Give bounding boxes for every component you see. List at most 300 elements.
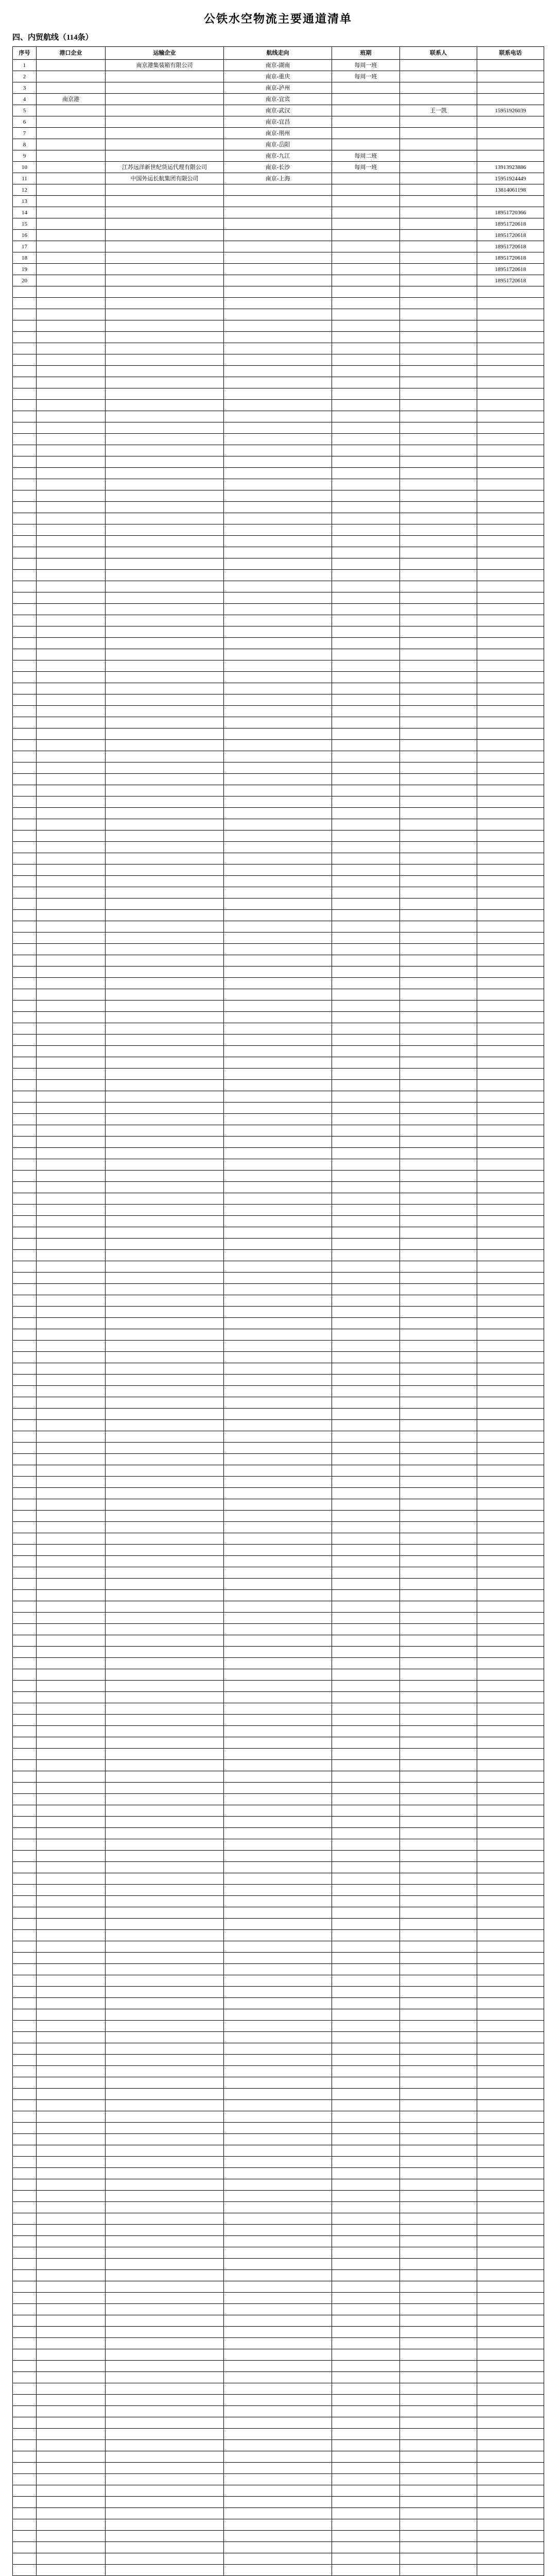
table-row <box>13 683 544 694</box>
cell-phone <box>477 1091 544 1103</box>
cell-route <box>224 1896 332 1907</box>
cell-company: 中国外运长航集团有限公司 <box>106 173 224 184</box>
cell-no <box>13 536 37 547</box>
cell-route <box>224 2123 332 2134</box>
cell-schedule <box>332 434 400 445</box>
cell-schedule <box>332 1329 400 1341</box>
cell-company <box>106 343 224 354</box>
cell-contact <box>400 774 477 785</box>
cell-schedule <box>332 139 400 150</box>
cell-port <box>37 2157 106 2168</box>
cell-port <box>37 2100 106 2111</box>
cell-contact <box>400 2134 477 2145</box>
cell-phone: 18951720618 <box>477 230 544 241</box>
table-row <box>13 82 544 94</box>
cell-contact <box>400 1851 477 1862</box>
table-row <box>13 1046 544 1057</box>
cell-contact <box>400 1522 477 1533</box>
cell-route <box>224 1488 332 1499</box>
cell-port <box>37 989 106 1001</box>
cell-port <box>37 320 106 332</box>
table-row <box>13 2213 544 2225</box>
cell-phone <box>477 1114 544 1125</box>
cell-phone <box>477 1046 544 1057</box>
cell-phone <box>477 604 544 615</box>
cell-route <box>224 2145 332 2157</box>
cell-route <box>224 422 332 434</box>
table-row <box>13 298 544 309</box>
cell-schedule <box>332 1057 400 1069</box>
cell-contact <box>400 570 477 581</box>
table-row <box>13 2531 544 2542</box>
cell-company <box>106 1023 224 1035</box>
cell-no <box>13 1556 37 1567</box>
cell-company <box>106 184 224 196</box>
cell-phone <box>477 910 544 921</box>
cell-route <box>224 1318 332 1329</box>
cell-no <box>13 842 37 853</box>
cell-route <box>224 241 332 252</box>
cell-schedule <box>332 865 400 876</box>
cell-port <box>37 2474 106 2485</box>
cell-route <box>224 2100 332 2111</box>
cell-contact <box>400 275 477 286</box>
cell-company <box>106 1103 224 1114</box>
cell-schedule <box>332 388 400 400</box>
table-row <box>13 1624 544 1635</box>
table-row <box>13 910 544 921</box>
cell-route <box>224 536 332 547</box>
cell-route <box>224 1669 332 1681</box>
cell-contact <box>400 1545 477 1556</box>
table-row <box>13 2417 544 2429</box>
table-row <box>13 2043 544 2055</box>
cell-route <box>224 479 332 490</box>
cell-schedule <box>332 2349 400 2361</box>
table-row <box>13 2440 544 2451</box>
cell-contact <box>400 2417 477 2429</box>
cell-phone <box>477 615 544 626</box>
table-row <box>13 252 544 264</box>
cell-no <box>13 2519 37 2531</box>
cell-schedule <box>332 1851 400 1862</box>
table-row <box>13 1386 544 1397</box>
cell-contact <box>400 2225 477 2236</box>
cell-no <box>13 1193 37 1205</box>
cell-port <box>37 1295 106 1307</box>
cell-no: 17 <box>13 241 37 252</box>
cell-port <box>37 2383 106 2395</box>
cell-company <box>106 2202 224 2213</box>
cell-schedule <box>332 1941 400 1953</box>
cell-contact <box>400 1454 477 1465</box>
cell-port <box>37 309 106 320</box>
cell-company <box>106 468 224 479</box>
cell-no <box>13 626 37 638</box>
table-row <box>13 456 544 468</box>
cell-port <box>37 683 106 694</box>
cell-schedule <box>332 2338 400 2349</box>
cell-route: 南京-岳阳 <box>224 139 332 150</box>
cell-no <box>13 1726 37 1737</box>
cell-contact <box>400 1409 477 1420</box>
table-row <box>13 865 544 876</box>
table-row <box>13 2179 544 2191</box>
cell-schedule <box>332 683 400 694</box>
cell-port <box>37 2361 106 2372</box>
cell-port <box>37 1443 106 1454</box>
cell-schedule <box>332 2259 400 2270</box>
cell-route <box>224 2463 332 2474</box>
cell-phone <box>477 762 544 774</box>
cell-company <box>106 207 224 218</box>
cell-schedule <box>332 1454 400 1465</box>
cell-no <box>13 547 37 558</box>
cell-no <box>13 638 37 649</box>
cell-route <box>224 660 332 672</box>
cell-contact <box>400 2077 477 2089</box>
cell-port <box>37 2247 106 2259</box>
cell-port <box>37 173 106 184</box>
cell-contact <box>400 2055 477 2066</box>
cell-phone: 15951924449 <box>477 173 544 184</box>
cell-route <box>224 728 332 740</box>
cell-contact <box>400 955 477 967</box>
cell-route <box>224 1091 332 1103</box>
cell-route <box>224 1386 332 1397</box>
cell-phone <box>477 2565 544 2576</box>
cell-no: 18 <box>13 252 37 264</box>
cell-company <box>106 1907 224 1919</box>
cell-schedule <box>332 933 400 944</box>
cell-schedule <box>332 853 400 865</box>
cell-company <box>106 1726 224 1737</box>
cell-port <box>37 2338 106 2349</box>
cell-company <box>106 1862 224 1873</box>
cell-no <box>13 2531 37 2542</box>
cell-phone <box>477 366 544 377</box>
cell-no <box>13 2202 37 2213</box>
cell-no <box>13 1579 37 1590</box>
cell-no <box>13 762 37 774</box>
table-row <box>13 638 544 649</box>
cell-schedule <box>332 2100 400 2111</box>
cell-company <box>106 150 224 162</box>
cell-route <box>224 570 332 581</box>
cell-port <box>37 944 106 955</box>
cell-no <box>13 1647 37 1658</box>
cell-port <box>37 2293 106 2304</box>
cell-phone <box>477 1148 544 1159</box>
cell-company <box>106 978 224 989</box>
cell-port <box>37 1352 106 1363</box>
cell-company <box>106 1771 224 1783</box>
cell-contact <box>400 831 477 842</box>
table-row <box>13 1783 544 1794</box>
cell-company <box>106 2542 224 2553</box>
cell-schedule <box>332 2485 400 2497</box>
cell-port <box>37 434 106 445</box>
cell-phone <box>477 1397 544 1409</box>
cell-port <box>37 1239 106 1250</box>
cell-route <box>224 1250 332 1261</box>
cell-schedule <box>332 1227 400 1239</box>
cell-phone <box>477 2066 544 2077</box>
header-route: 航线走向 <box>224 47 332 60</box>
cell-route <box>224 1273 332 1284</box>
cell-phone <box>477 2281 544 2293</box>
table-row <box>13 1125 544 1137</box>
cell-port <box>37 910 106 921</box>
table-row <box>13 2395 544 2406</box>
cell-schedule <box>332 2021 400 2032</box>
cell-route <box>224 1159 332 1171</box>
cell-route <box>224 524 332 536</box>
cell-port <box>37 1635 106 1647</box>
cell-route <box>224 2406 332 2417</box>
cell-port <box>37 2111 106 2123</box>
cell-schedule <box>332 2043 400 2055</box>
cell-no <box>13 1091 37 1103</box>
table-row <box>13 1057 544 1069</box>
cell-no: 14 <box>13 207 37 218</box>
cell-contact <box>400 1862 477 1873</box>
cell-contact <box>400 1726 477 1737</box>
cell-company <box>106 1579 224 1590</box>
cell-port <box>37 819 106 831</box>
cell-port <box>37 921 106 933</box>
cell-phone <box>477 1590 544 1601</box>
cell-schedule <box>332 309 400 320</box>
cell-phone <box>477 967 544 978</box>
cell-company <box>106 944 224 955</box>
cell-phone <box>477 71 544 82</box>
cell-contact <box>400 1828 477 1839</box>
cell-schedule <box>332 1975 400 1987</box>
cell-contact <box>400 581 477 592</box>
cell-company <box>106 1941 224 1953</box>
cell-port <box>37 2440 106 2451</box>
cell-schedule <box>332 128 400 139</box>
cell-route <box>224 2383 332 2395</box>
cell-contact <box>400 2100 477 2111</box>
cell-contact <box>400 1658 477 1669</box>
cell-company <box>106 2553 224 2565</box>
cell-port <box>37 831 106 842</box>
cell-port <box>37 1193 106 1205</box>
cell-contact <box>400 1817 477 1828</box>
cell-schedule <box>332 445 400 456</box>
cell-route <box>224 672 332 683</box>
cell-contact <box>400 128 477 139</box>
table-row <box>13 1318 544 1329</box>
cell-schedule <box>332 1919 400 1930</box>
cell-route <box>224 388 332 400</box>
cell-company <box>106 1635 224 1647</box>
cell-route <box>224 1341 332 1352</box>
cell-schedule <box>332 241 400 252</box>
cell-schedule <box>332 717 400 728</box>
table-row <box>13 116 544 128</box>
table-row <box>13 1669 544 1681</box>
cell-phone <box>477 1692 544 1703</box>
cell-port <box>37 468 106 479</box>
cell-company <box>106 1590 224 1601</box>
cell-route <box>224 2508 332 2519</box>
cell-contact <box>400 1579 477 1590</box>
cell-contact <box>400 2191 477 2202</box>
cell-phone <box>477 1012 544 1023</box>
cell-port <box>37 1488 106 1499</box>
cell-route <box>224 2259 332 2270</box>
cell-no <box>13 411 37 422</box>
cell-contact <box>400 1375 477 1386</box>
cell-phone <box>477 1193 544 1205</box>
cell-no <box>13 1375 37 1386</box>
cell-company <box>106 740 224 751</box>
cell-no <box>13 2157 37 2168</box>
cell-route: 南京-湖南 <box>224 60 332 71</box>
cell-port <box>37 2134 106 2145</box>
cell-no <box>13 343 37 354</box>
cell-port <box>37 1749 106 1760</box>
cell-contact <box>400 547 477 558</box>
cell-contact <box>400 1783 477 1794</box>
cell-company <box>106 366 224 377</box>
table-row <box>13 1443 544 1454</box>
cell-company <box>106 910 224 921</box>
table-row <box>13 762 544 774</box>
cell-company <box>106 513 224 524</box>
cell-no: 3 <box>13 82 37 94</box>
cell-route <box>224 1737 332 1749</box>
cell-contact <box>400 116 477 128</box>
cell-phone <box>477 1386 544 1397</box>
cell-company <box>106 411 224 422</box>
cell-phone <box>477 1828 544 1839</box>
cell-company <box>106 796 224 808</box>
cell-route <box>224 275 332 286</box>
cell-no <box>13 796 37 808</box>
table-row <box>13 434 544 445</box>
cell-route <box>224 2293 332 2304</box>
cell-contact <box>400 2270 477 2281</box>
cell-port <box>37 1567 106 1579</box>
cell-company <box>106 1431 224 1443</box>
cell-contact <box>400 1386 477 1397</box>
cell-contact <box>400 2009 477 2021</box>
cell-no <box>13 1817 37 1828</box>
cell-schedule <box>332 1137 400 1148</box>
table-row <box>13 1647 544 1658</box>
cell-port <box>37 2145 106 2157</box>
cell-route <box>224 899 332 910</box>
cell-company <box>106 831 224 842</box>
cell-schedule <box>332 899 400 910</box>
cell-schedule <box>332 1001 400 1012</box>
cell-phone <box>477 332 544 343</box>
cell-phone <box>477 1488 544 1499</box>
cell-no <box>13 1477 37 1488</box>
cell-port <box>37 1273 106 1284</box>
cell-port <box>37 570 106 581</box>
cell-schedule: 每周一班 <box>332 60 400 71</box>
table-row <box>13 490 544 502</box>
cell-contact <box>400 184 477 196</box>
cell-port <box>37 400 106 411</box>
table-row <box>13 1114 544 1125</box>
cell-route <box>224 1375 332 1386</box>
cell-route <box>224 808 332 819</box>
cell-route <box>224 1148 332 1159</box>
cell-company <box>106 1409 224 1420</box>
cell-contact <box>400 2485 477 2497</box>
cell-route <box>224 1987 332 1998</box>
cell-contact <box>400 1012 477 1023</box>
table-row <box>13 71 544 82</box>
cell-phone <box>477 196 544 207</box>
cell-port <box>37 1590 106 1601</box>
cell-contact <box>400 2236 477 2247</box>
cell-schedule <box>332 1522 400 1533</box>
cell-company <box>106 2043 224 2055</box>
cell-schedule <box>332 1397 400 1409</box>
table-row <box>13 445 544 456</box>
cell-schedule <box>332 1148 400 1159</box>
cell-contact <box>400 343 477 354</box>
cell-no <box>13 1182 37 1193</box>
cell-no <box>13 400 37 411</box>
cell-port <box>37 1896 106 1907</box>
cell-company <box>106 2077 224 2089</box>
cell-route <box>224 1012 332 1023</box>
cell-no: 11 <box>13 173 37 184</box>
cell-contact <box>400 1624 477 1635</box>
cell-company <box>106 2440 224 2451</box>
cell-company <box>106 2032 224 2043</box>
cell-company <box>106 2315 224 2327</box>
cell-route <box>224 2055 332 2066</box>
cell-port <box>37 547 106 558</box>
cell-route <box>224 434 332 445</box>
cell-port <box>37 332 106 343</box>
table-row <box>13 1907 544 1919</box>
cell-phone <box>477 1454 544 1465</box>
cell-phone <box>477 989 544 1001</box>
cell-route <box>224 876 332 887</box>
cell-route <box>224 1114 332 1125</box>
cell-route <box>224 638 332 649</box>
table-row <box>13 1998 544 2009</box>
cell-port <box>37 1035 106 1046</box>
cell-port <box>37 1465 106 1477</box>
cell-no <box>13 456 37 468</box>
cell-company <box>106 570 224 581</box>
cell-phone <box>477 2485 544 2497</box>
cell-phone <box>477 1737 544 1749</box>
table-row <box>13 899 544 910</box>
cell-schedule <box>332 694 400 706</box>
cell-no <box>13 1001 37 1012</box>
cell-company <box>106 2372 224 2383</box>
cell-schedule <box>332 479 400 490</box>
cell-contact <box>400 2497 477 2508</box>
table-row <box>13 2327 544 2338</box>
cell-schedule <box>332 2066 400 2077</box>
cell-route <box>224 1397 332 1409</box>
cell-port <box>37 82 106 94</box>
cell-phone <box>477 978 544 989</box>
